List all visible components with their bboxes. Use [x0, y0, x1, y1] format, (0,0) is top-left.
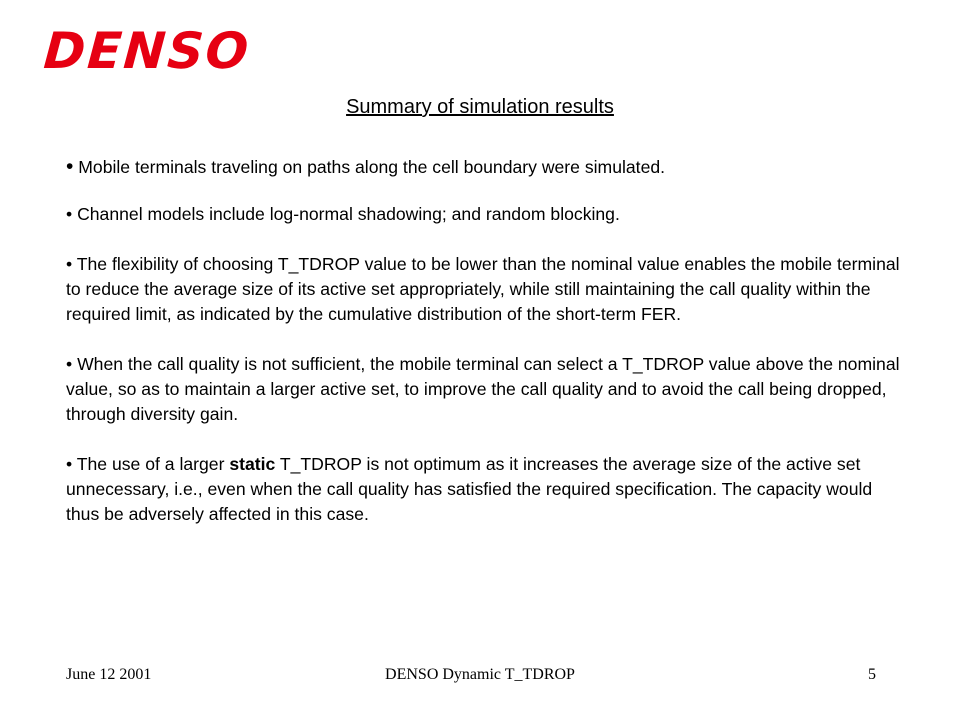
paragraph-text: Mobile terminals traveling on paths along the cell boundary were simulated.	[78, 157, 666, 177]
footer-page-number: 5	[868, 666, 876, 683]
bullet-paragraph-5	[66, 452, 906, 527]
bullet-icon: •	[66, 254, 73, 274]
emphasis-static: static	[229, 454, 276, 474]
bullet-icon: •	[66, 454, 73, 474]
bullet-paragraph-4	[66, 352, 906, 427]
bullet-paragraph-2	[66, 202, 906, 227]
bullet-paragraph-3	[66, 252, 906, 327]
paragraph-text: Channel models include log-normal shadowing; and random blocking.	[77, 204, 620, 224]
footer-title: DENSO Dynamic T_TDROP	[385, 666, 575, 683]
denso-logo: DENSO	[41, 22, 253, 80]
paragraph-text: The use of a larger	[76, 454, 230, 474]
bullet-icon: •	[66, 155, 74, 178]
bullet-icon: •	[66, 354, 73, 374]
paragraph-text: The flexibility of choosing T_TDROP value to be lower than the nominal value enables the mobile terminal to reduce the average size of its active set appropriately, while still maintaining the call quality within the required limit, as indicated by the cumulative distribution of the short-term FER.	[66, 254, 900, 324]
slide-body	[66, 154, 906, 552]
paragraph-text: When the call quality is not sufficient, the mobile terminal can select a T_TDROP value above the nominal value, so as to maintain a larger active set, to improve the call quality and to avoid the call being dropped, through diversity gain.	[66, 354, 900, 424]
paragraph-text: T_TDROP is not optimum as it increases the average size of the active set unnecessary, i.e., even when the call quality has satisfied the required specification. The capacity would thus be adversely affected in this case.	[66, 454, 873, 524]
footer-date: June 12 2001	[66, 666, 152, 683]
slide-title: Summary of simulation results	[346, 96, 614, 118]
bullet-icon: •	[66, 204, 73, 224]
bullet-paragraph-1	[66, 154, 906, 180]
